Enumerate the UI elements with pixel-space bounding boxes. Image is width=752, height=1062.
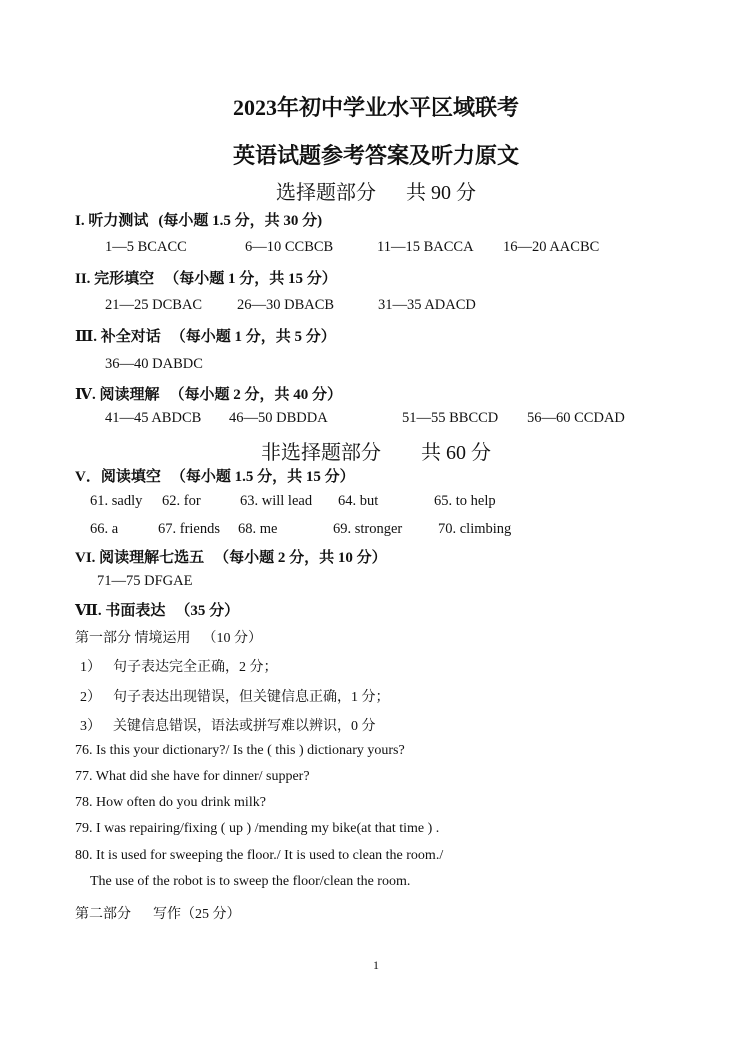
- part-heading-nonchoice: [0, 436, 752, 465]
- section-note: （每小题 1 分，共 5 分）: [170, 329, 336, 345]
- answer-group: 51—55 BBCCD: [402, 410, 499, 426]
- section-note: （每小题 1 分，共 15 分）: [164, 271, 337, 287]
- section-note: （每小题 2 分，共 10 分）: [214, 550, 387, 566]
- criteria-item: [80, 686, 390, 706]
- answer-item: 70. climbing: [438, 521, 512, 537]
- answer-group: 71—75 DFGAE: [97, 573, 193, 589]
- criteria-item: [80, 715, 376, 735]
- part-name: 非选择题部分: [261, 442, 381, 464]
- answer-sentence: 78. How often do you drink milk?: [75, 795, 266, 810]
- subsection-note: 写作（25 分）: [153, 907, 241, 922]
- part-score: 共 60 分: [421, 442, 491, 464]
- section-label: V．阅读填空: [75, 469, 161, 485]
- answer-group: 31—35 ADACD: [378, 297, 476, 313]
- document-subtitle: 英语试题参考答案及听力原文: [232, 143, 519, 168]
- page-number: 1: [373, 958, 379, 972]
- answer-group: 6—10 CCBCB: [245, 239, 334, 255]
- answer-group: 26—30 DBACB: [237, 297, 335, 313]
- answer-sentence: 76. Is this your dictionary?/ Is the ( this ) dictionary yours?: [75, 743, 405, 758]
- answer-sentence: The use of the robot is to sweep the floor/clean the room.: [90, 874, 411, 889]
- subsection-label: 第一部分 情境运用: [75, 631, 191, 646]
- answer-group: 21—25 DCBAC: [105, 297, 203, 313]
- section-heading-reading: [75, 383, 342, 404]
- answer-group: 11—15 BACCA: [377, 239, 474, 255]
- answer-item: 61. sadly: [90, 493, 143, 509]
- answer-item: 68. me: [238, 521, 278, 537]
- answer-group: 56—60 CCDAD: [527, 410, 625, 426]
- section-label: Ⅲ. 补全对话: [75, 329, 161, 345]
- criteria-text: 句子表达出现错误，但关键信息正确，1 分；: [113, 690, 390, 705]
- subsection-heading-2: [75, 903, 241, 923]
- answer-group: 1—5 BCACC: [105, 239, 187, 255]
- answer-group: 36—40 DABDC: [105, 356, 203, 372]
- criteria-item: [80, 656, 278, 676]
- criteria-number: 2）: [80, 690, 101, 705]
- criteria-number: 3）: [80, 719, 101, 734]
- section-heading-listening: [75, 209, 322, 230]
- subsection-heading-1: [75, 627, 262, 647]
- answer-item: 66. a: [90, 521, 119, 537]
- criteria-text: 关键信息错误，语法或拼写难以辨识，0 分: [113, 719, 376, 734]
- part-heading-choice: [0, 176, 752, 205]
- criteria-number: 1）: [80, 660, 101, 675]
- section-label: Ⅳ. 阅读理解: [75, 387, 160, 403]
- answer-item: 67. friends: [158, 521, 221, 537]
- section-note: （每小题 1.5 分，共 15 分）: [170, 469, 355, 485]
- subsection-label: 第二部分: [75, 907, 131, 922]
- section-heading-writing: [75, 599, 239, 620]
- criteria-text: 句子表达完全正确，2 分；: [113, 660, 278, 675]
- section-note: (每小题 1.5 分，共 30 分): [158, 213, 323, 229]
- part-score: 共 90 分: [406, 182, 476, 204]
- section-heading-cloze: [75, 267, 337, 288]
- answer-item: 63. will lead: [240, 493, 313, 509]
- part-name: 选择题部分: [276, 182, 376, 204]
- section-heading-seven-five: [75, 546, 387, 567]
- answer-sentence: 77. What did she have for dinner/ supper?: [75, 769, 310, 784]
- section-label: Ⅶ. 书面表达: [75, 603, 166, 619]
- section-label: I. 听力测试: [75, 213, 149, 229]
- section-label: II. 完形填空: [75, 271, 155, 287]
- answer-group: 46—50 DBDDA: [229, 410, 328, 426]
- answer-item: 62. for: [162, 493, 201, 509]
- answer-group: 41—45 ABDCB: [105, 410, 202, 426]
- document-title: 2023年初中学业水平区域联考: [232, 95, 519, 120]
- section-label: VI. 阅读理解七选五: [75, 550, 205, 566]
- answer-group: 16—20 AACBC: [503, 239, 600, 255]
- section-note: （每小题 2 分，共 40 分）: [169, 387, 343, 403]
- section-heading-dialogue: [75, 325, 336, 346]
- section-note: （35 分）: [175, 603, 240, 619]
- answer-sentence: 79. I was repairing/fixing ( up ) /mending my bike(at that time ) .: [75, 821, 440, 836]
- answer-item: 64. but: [338, 493, 379, 509]
- subsection-note: （10 分）: [202, 631, 262, 646]
- answer-sentence: 80. It is used for sweeping the floor./ It is used to clean the room./: [75, 848, 444, 863]
- answer-item: 69. stronger: [333, 521, 403, 537]
- section-heading-fill: [75, 465, 355, 486]
- answer-item: 65. to help: [434, 493, 496, 509]
